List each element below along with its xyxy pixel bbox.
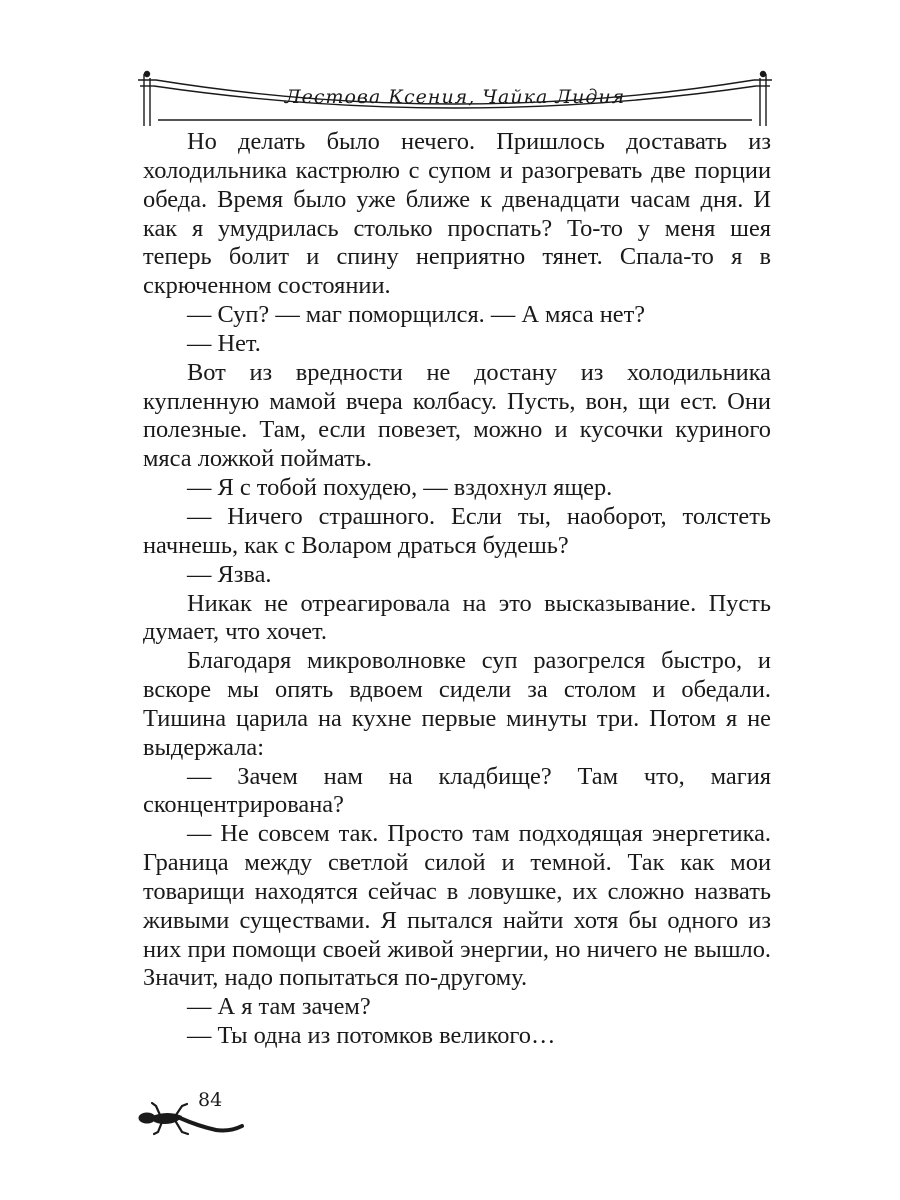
paragraph: — А я там зачем? bbox=[187, 993, 371, 1021]
paragraph: Вот из вредности не достану из холодильника купленную мамой вчера колбасу. Пусть, вон, щи ест. Они полезные. Там, если повезет, можно и кусочки куриного мяса ложкой поймать. bbox=[143, 358, 771, 473]
paragraph: — Нет. bbox=[187, 329, 261, 357]
paragraph: — Зачем нам на кладбище? Там что, магия сконцентрирована? bbox=[143, 762, 771, 819]
paragraph: — Я с тобой похудею, — вздохнул ящер. bbox=[187, 474, 613, 502]
paragraph: — Язва. bbox=[187, 560, 272, 588]
paragraph: — Ничего страшного. Если ты, наоборот, толстеть начнешь, как с Воларом драться будешь? bbox=[143, 502, 771, 559]
lizard-icon bbox=[138, 1082, 248, 1152]
paragraph: — Суп? — маг поморщился. — А мяса нет? bbox=[187, 301, 646, 329]
paragraph: — Ты одна из потомков великого… bbox=[187, 1022, 556, 1050]
paragraph: Благодаря микроволновке суп разогрелся быстро, и вскоре мы опять вдвоем сидели за столом и обедали. Тишина царила на кухне первые минуты три. Потом я не выдержала: bbox=[143, 647, 771, 761]
header-title: Лестова Ксения, Чайка Лидия bbox=[284, 86, 626, 108]
running-header bbox=[130, 68, 780, 128]
page-number: 84 bbox=[198, 1089, 223, 1111]
paragraph: Никак не отреагировала на это высказывание. Пусть думает, что хочет. bbox=[143, 589, 771, 646]
paragraph: — Не совсем так. Просто там подходящая энергетика. Граница между светлой силой и темной. Так как мои товарищи находятся сейчас в ловушке, их сложно назвать живыми существами. Я пытался найти хотя бы одного из них при помощи своей живой энергии, но ничего не вышло. Значит, надо попытаться по-другому. bbox=[143, 820, 771, 992]
paragraph: Но делать было нечего. Пришлось доставать из холодильника кастрюлю с супом и разогревать две порции обеда. Время было уже ближе к двенадцати часам дня. И как я умудрилась столько проспать? То-то у меня шея теперь болит и спину неприятно тянет. Спала-то я в скрюченном состоянии. bbox=[143, 128, 771, 300]
page-body bbox=[143, 128, 771, 1051]
page-footer bbox=[138, 1082, 248, 1152]
